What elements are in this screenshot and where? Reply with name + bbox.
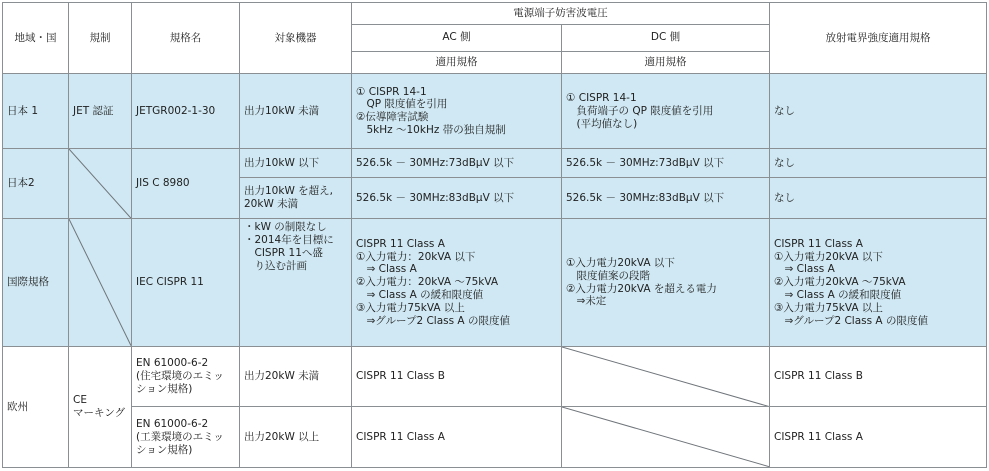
europe-regulation: CE マーキング — [69, 346, 132, 467]
japan2-sub1-target: 出力10kW 以下 — [240, 148, 352, 177]
japan1-target: 出力10kW 未満 — [240, 74, 352, 149]
header-ac-side: AC 側 — [352, 24, 562, 51]
header-radiated-field: 放射電界強度適用規格 — [770, 3, 987, 74]
intl-regulation-empty — [69, 219, 132, 347]
europe-sub2-standard: EN 61000-6-2 (工業環境のエミッ ション規格) — [132, 407, 240, 468]
diagonal-slash — [562, 347, 769, 407]
japan2-sub1-radiated: なし — [770, 148, 987, 177]
header-standard-name: 規格名 — [132, 3, 240, 74]
japan1-standard: JETGR002-1-30 — [132, 74, 240, 149]
header-regulation: 規制 — [69, 3, 132, 74]
intl-target: ・kW の制限なし ・2014年を目標に CISPR 11へ盛 り込む計画 — [240, 219, 352, 347]
europe-sub2-ac: CISPR 11 Class A — [352, 407, 562, 468]
intl-standard: IEC CISPR 11 — [132, 219, 240, 347]
japan2-region: 日本2 — [3, 148, 69, 218]
header-conducted-voltage: 電源端子妨害波電圧 — [352, 3, 770, 25]
europe-region: 欧州 — [3, 346, 69, 467]
japan2-sub2-radiated: なし — [770, 178, 987, 219]
header-applicable-standard-ac: 適用規格 — [352, 51, 562, 74]
japan1-dc: ① CISPR 14-1 負荷端子の QP 限度値を引用 (平均値なし) — [562, 74, 770, 149]
emc-regulation-table — [2, 2, 987, 468]
japan1-radiated: なし — [770, 74, 987, 149]
europe-sub1-ac: CISPR 11 Class B — [352, 346, 562, 407]
japan2-sub1-dc: 526.5k － 30MHz:73dBμV 以下 — [562, 148, 770, 177]
europe-sub2-target: 出力20kW 以上 — [240, 407, 352, 468]
header-applicable-standard-dc: 適用規格 — [562, 51, 770, 74]
japan2-standard: JIS C 8980 — [132, 148, 240, 218]
intl-dc: ①入力電力20kVA 以下 限度値案の段階 ②入力電力20kVA を超える電力 ⇒未定 — [562, 219, 770, 347]
header-dc-side: DC 側 — [562, 24, 770, 51]
japan1-ac: ① CISPR 14-1 QP 限度値を引用 ②伝導障害試験 5kHz ～10kHz 帯の独自規制 — [352, 74, 562, 149]
japan2-sub2-dc: 526.5k － 30MHz:83dBμV 以下 — [562, 178, 770, 219]
diagonal-slash — [562, 407, 769, 467]
diagonal-slash — [69, 149, 131, 218]
europe-sub1-standard: EN 61000-6-2 (住宅環境のエミッ ション規格) — [132, 346, 240, 407]
europe-sub2-dc-empty — [562, 407, 770, 468]
diagonal-slash — [69, 219, 131, 346]
intl-region: 国際規格 — [3, 219, 69, 347]
header-region: 地域・国 — [3, 3, 69, 74]
europe-sub2-radiated: CISPR 11 Class A — [770, 407, 987, 468]
europe-sub1-target: 出力20kW 未満 — [240, 346, 352, 407]
japan2-regulation-empty — [69, 148, 132, 218]
europe-sub1-radiated: CISPR 11 Class B — [770, 346, 987, 407]
japan2-sub2-target: 出力10kW を超え, 20kW 未満 — [240, 178, 352, 219]
intl-ac: CISPR 11 Class A ①入力電力：20kVA 以下 ⇒ Class A ②入力電力：20kVA ～75kVA ⇒ Class A の緩和限度値 ③入力電力75kVA 以上 ⇒グループ2 Class A の限度値 — [352, 219, 562, 347]
japan1-region: 日本 1 — [3, 74, 69, 149]
europe-sub1-dc-empty — [562, 346, 770, 407]
japan2-sub2-ac: 526.5k － 30MHz:83dBμV 以下 — [352, 178, 562, 219]
japan2-sub1-ac: 526.5k － 30MHz:73dBμV 以下 — [352, 148, 562, 177]
intl-radiated: CISPR 11 Class A ①入力電力20kVA 以下 ⇒ Class A ②入力電力20kVA ～75kVA ⇒ Class A の緩和限度値 ③入力電力75kVA 以上 ⇒グループ2 Class A の限度値 — [770, 219, 987, 347]
header-target-equipment: 対象機器 — [240, 3, 352, 74]
japan1-regulation: JET 認証 — [69, 74, 132, 149]
